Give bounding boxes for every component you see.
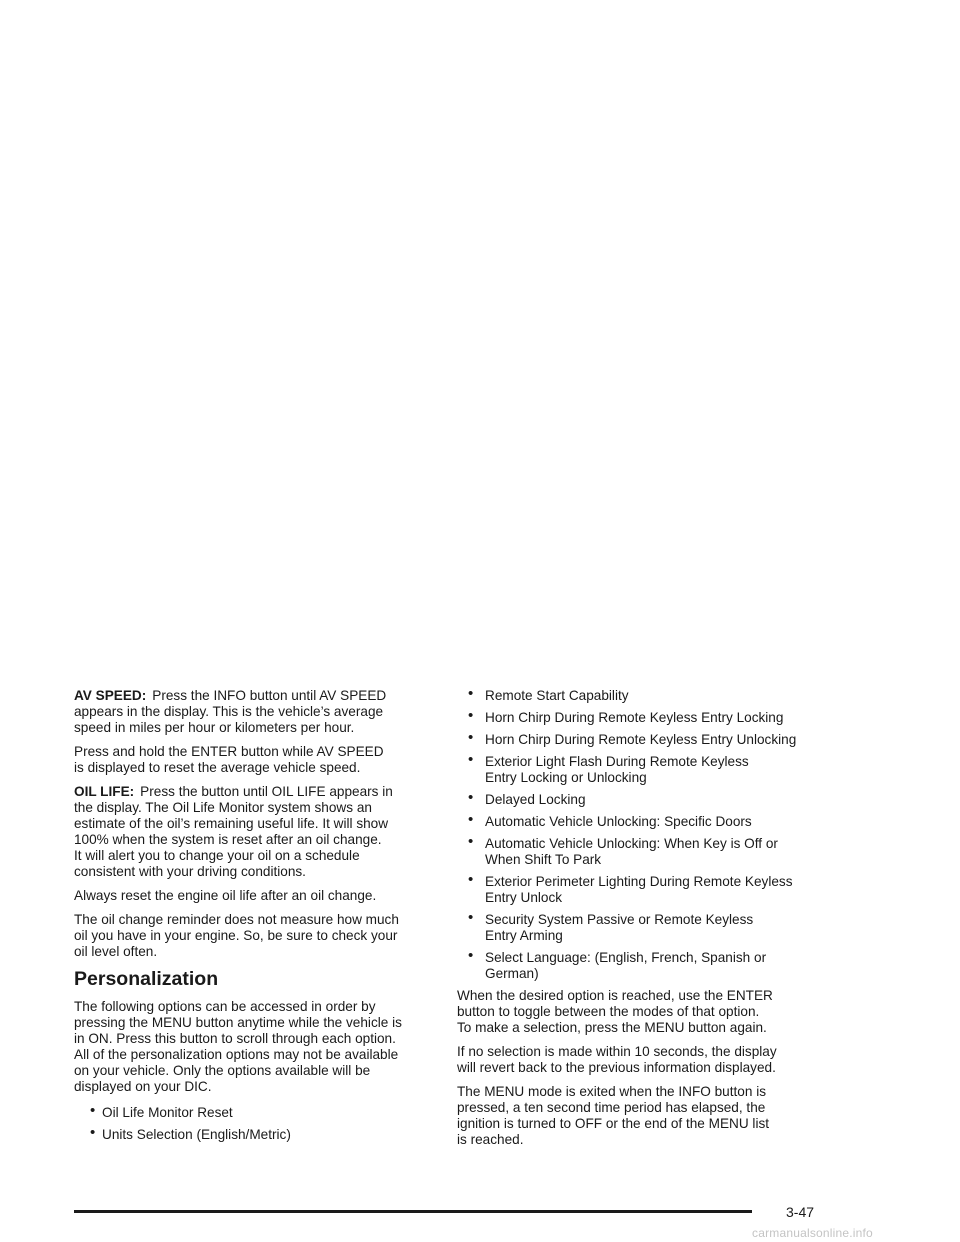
option-label: Horn Chirp During Remote Keyless Entry Locking (485, 710, 784, 725)
av-speed-term: AV SPEED: (74, 688, 147, 703)
list-item (457, 811, 832, 830)
options-list-left (74, 1102, 434, 1143)
bullet-icon: • (468, 707, 474, 724)
option-label: Units Selection (English/Metric) (102, 1127, 291, 1142)
bullet-icon: • (468, 909, 474, 926)
list-item (457, 751, 832, 786)
left-column (74, 688, 434, 1149)
bullet-icon: • (468, 789, 474, 806)
bullet-icon: • (468, 947, 474, 964)
option-label: Automatic Vehicle Unlocking: Specific Doors (485, 814, 752, 829)
list-item (457, 947, 832, 982)
personalization-intro: The following options can be accessed in order by pressing the MENU button anytime while the vehicle is in ON. Press this button to scroll through each option. All of the personalization options may not be available on your vehicle. Only the options available will be displayed on your DIC. (74, 999, 402, 1094)
list-item (74, 1102, 434, 1121)
options-list-right (457, 685, 832, 982)
list-item (457, 789, 832, 808)
list-item (457, 685, 832, 704)
oil-reset-note: Always reset the engine oil life after an oil change. (74, 888, 377, 903)
oil-reminder-note: The oil change reminder does not measure how much oil you have in your engine. So, be sure to check your oil level often. (74, 912, 399, 959)
bullet-icon: • (468, 871, 474, 888)
bullet-icon: • (90, 1102, 96, 1119)
bullet-icon: • (468, 811, 474, 828)
bullet-icon: • (468, 685, 474, 702)
av-speed-reset-paragraph: Press and hold the ENTER button while AV SPEED is displayed to reset the average vehicle speed. (74, 744, 384, 775)
oil-life-term: OIL LIFE: (74, 784, 135, 799)
option-label: Select Language: (English, French, Spanish or German) (485, 950, 767, 981)
bullet-icon: • (90, 1124, 96, 1141)
list-item (74, 1124, 434, 1143)
option-label: Exterior Perimeter Lighting During Remote Keyless Entry Unlock (485, 874, 793, 905)
right-column (457, 685, 832, 1156)
list-item (457, 707, 832, 726)
option-label: Exterior Light Flash During Remote Keyless Entry Locking or Unlocking (485, 754, 749, 785)
no-selection-note: If no selection is made within 10 seconds, the display will revert back to the previous information displayed. (457, 1044, 777, 1075)
option-label: Remote Start Capability (485, 688, 629, 703)
list-item (457, 909, 832, 944)
list-item (457, 833, 832, 868)
option-label: Horn Chirp During Remote Keyless Entry Unlocking (485, 732, 797, 747)
option-label: Delayed Locking (485, 792, 586, 807)
watermark: carmanualsonline.info (752, 1226, 873, 1240)
bullet-icon: • (468, 751, 474, 768)
av-speed-text: Press the INFO button until AV SPEED appears in the display. This is the vehicle’s average speed in miles per hour or kilometers per hour. (74, 688, 387, 735)
enter-note: When the desired option is reached, use the ENTER button to toggle between the modes of that option. To make a selection, press the MENU button again. (457, 988, 773, 1035)
list-item (457, 729, 832, 748)
option-label: Security System Passive or Remote Keyless Entry Arming (485, 912, 754, 943)
option-label: Oil Life Monitor Reset (102, 1105, 233, 1120)
bullet-icon: • (468, 833, 474, 850)
list-item (457, 871, 832, 906)
menu-exit-note: The MENU mode is exited when the INFO button is pressed, a ten second time period has elapsed, the ignition is turned to OFF or the end of the MENU list is reached. (457, 1084, 770, 1147)
option-label: Automatic Vehicle Unlocking: When Key is Off or When Shift To Park (485, 836, 778, 867)
av-speed-paragraph (74, 688, 434, 736)
oil-life-paragraph (74, 784, 434, 880)
bullet-icon: • (468, 729, 474, 746)
oil-life-text: Press the button until OIL LIFE appears in the display. The Oil Life Monitor system shows an estimate of the oil’s remaining useful life. It will show 100% when the system is reset after an oil change. It will alert you to change your oil on a schedule consistent with your driving conditions. (74, 784, 393, 879)
footer-rule (74, 1210, 752, 1213)
page-number: 3-47 (786, 1204, 815, 1220)
section-heading: Personalization (74, 968, 219, 990)
